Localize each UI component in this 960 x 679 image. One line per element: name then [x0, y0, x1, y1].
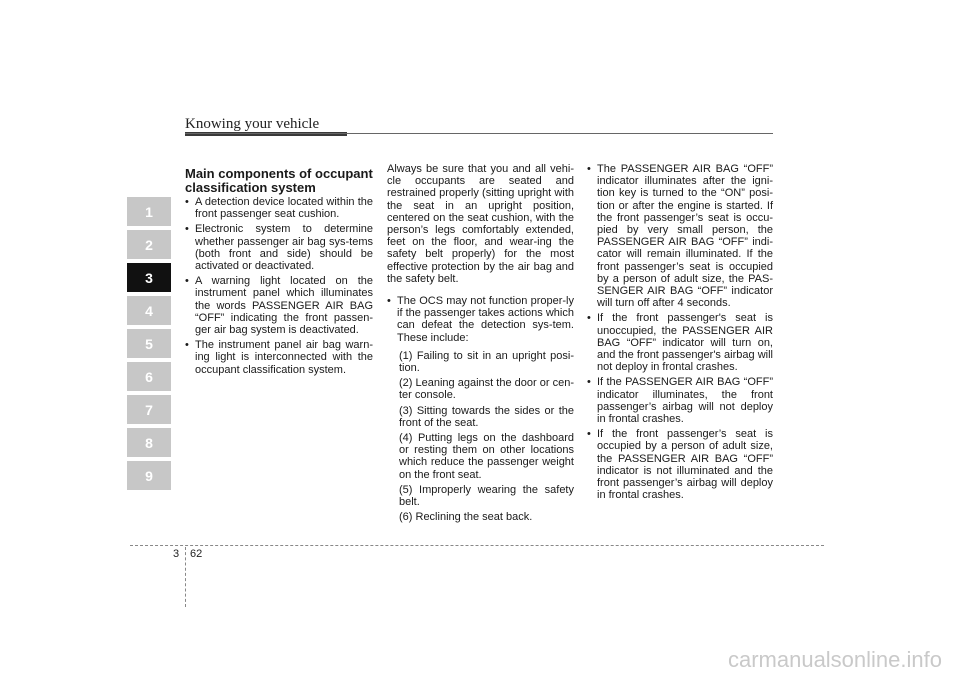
chapter-tab-4[interactable]: 4: [127, 296, 171, 325]
column-1: [185, 167, 373, 379]
header-rule: [185, 133, 773, 134]
list-item: • If the front passenger's seat is unoccupied, the PASSENGER AIR BAG “OFF” indicator will turn on, and the front passenger's airbag will not deploy in frontal crashes.: [587, 312, 773, 373]
page-number: 62: [190, 548, 203, 560]
section-heading: Main components of occupant classification system: [185, 166, 373, 195]
watermark: carmanualsonline.info: [727, 647, 942, 672]
numbered-item: (3) Sitting towards the sides or the front of the seat.: [399, 404, 574, 429]
footer-divider: [185, 547, 186, 607]
list-item: • The instrument panel air bag warn-ing light is interconnected with the occupant classification system.: [185, 339, 373, 376]
numbered-item: (4) Putting legs on the dashboard or resting them on other locations which reduce the passenger weight on the front seat.: [399, 432, 574, 481]
footer-chapter-number: 3: [173, 548, 180, 560]
chapter-tabs: [127, 197, 171, 494]
chapter-tab-6[interactable]: 6: [127, 362, 171, 391]
numbered-item: (6) Reclining the seat back.: [399, 511, 533, 524]
chapter-tab-2[interactable]: 2: [127, 230, 171, 259]
component-list: [185, 196, 373, 376]
list-item: • If the front passenger’s seat is occupied by a person of adult size, the PASSENGER AIR BAG “OFF” indicator is not illuminated and the front passenger’s airbag will deploy in frontal crashes.: [587, 428, 773, 501]
list-item: • Electronic system to determine whether passenger air bag sys-tems (both front and side) should be activated or deactivated.: [185, 223, 373, 272]
list-item: • If the PASSENGER AIR BAG “OFF” indicator illuminates, the front passenger’s airbag will not deploy in frontal crashes.: [587, 376, 773, 425]
chapter-tab-7[interactable]: 7: [127, 395, 171, 424]
ocs-bullet-list: [387, 295, 574, 344]
section-title: Knowing your vehicle: [185, 116, 320, 132]
chapter-tab-9[interactable]: 9: [127, 461, 171, 490]
column-2: [387, 163, 574, 526]
list-item: • A warning light located on the instrument panel which illuminates the words PASSENGER AIR BAG “OFF” indicating the front passen-ger air bag system is deactivated.: [185, 275, 373, 336]
chapter-tab-1[interactable]: 1: [127, 197, 171, 226]
numbered-item: (1) Failing to sit in an upright posi-tion.: [399, 349, 574, 375]
list-item: • The OCS may not function proper-ly if the passenger takes actions which can defeat the detection sys-tem. These include:: [387, 295, 574, 344]
body-paragraph: Always be sure that you and all vehi-cle occupants are seated and restrained properly (sitting upright with the seat in an upright position, centered on the seat cushion, with the person’s legs comfortably extended, feet on the floor, and wear-ing the safety belt properly) for the most effective protection by the air bag and the safety belt.: [387, 163, 574, 285]
numbered-list: [387, 350, 574, 524]
chapter-tab-5[interactable]: 5: [127, 329, 171, 358]
numbered-item: (2) Leaning against the door or cen-ter console.: [399, 377, 574, 402]
footer-rule: [130, 545, 824, 546]
chapter-tab-8[interactable]: 8: [127, 428, 171, 457]
indicator-list: [587, 163, 773, 501]
numbered-item: (5) Improperly wearing the safety belt.: [399, 483, 574, 509]
column-3: [587, 163, 773, 504]
list-item: • The PASSENGER AIR BAG “OFF” indicator illuminates after the igni-tion key is turned to the “ON” posi-tion or after the engine is started. If the front passenger’s seat is occu-pied by very small person, the PASSENGER AIR BAG “OFF” indi-cator will remain illuminated. If the front passenger’s seat is occupied by a person of adult size, the PAS-SENGER AIR BAG “OFF” indicator will turn off after 4 seconds.: [587, 163, 773, 309]
list-item: • A detection device located within the front passenger seat cushion.: [185, 196, 373, 220]
chapter-tab-3[interactable]: 3: [127, 263, 171, 292]
